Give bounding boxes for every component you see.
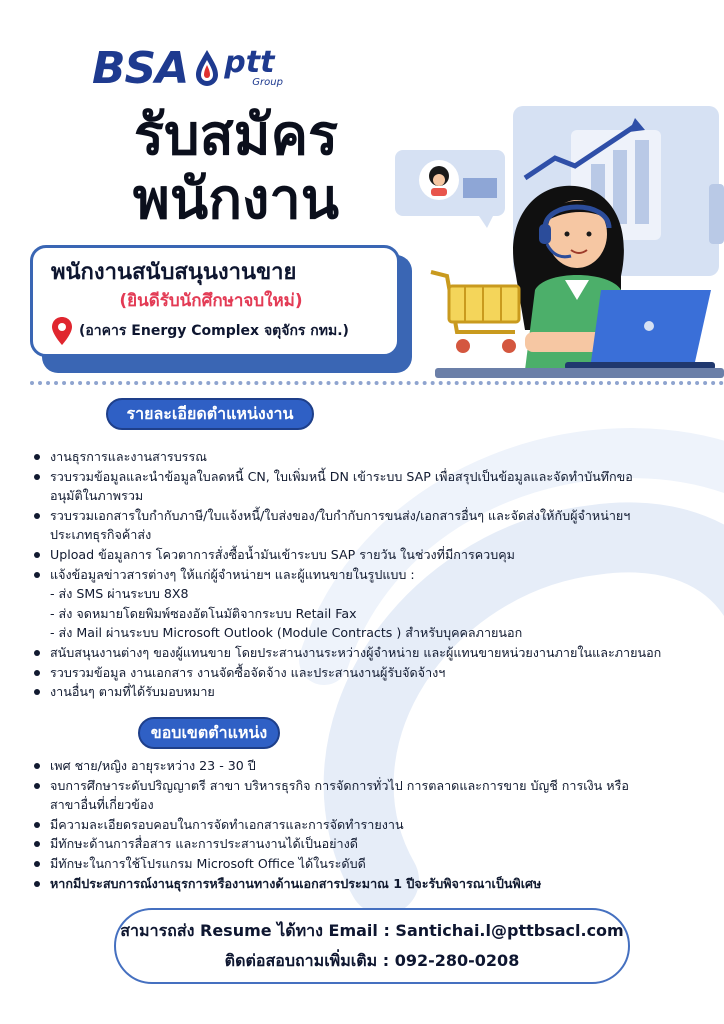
list-item: หากมีประสบการณ์งานธุรการหรืองานทางด้านเอกสารประมาณ 1 ปีจะรับพิจารณาเป็นพิเศษ [32, 874, 716, 894]
map-pin-icon [51, 316, 73, 346]
logo-partner-text: ptt [224, 45, 275, 80]
qualifications-list [32, 756, 716, 893]
ptt-drop-icon [194, 48, 220, 88]
location-text: (อาคาร Energy Complex จตุจักร กทม.) [79, 323, 349, 339]
position-location [51, 316, 385, 346]
contact-email-line: สามารถส่ง Resume ได้ทาง Email : Santichai.l@pttbsacl.com [120, 921, 624, 940]
list-item: - ส่ง จดหมายโดยพิมพ์ซองอัตโนมัติจากระบบ Retail Fax [50, 605, 357, 621]
list-item: รวบรวมเอกสารใบกำกับภาษี/ใบแจ้งหนี้/ใบส่งของ/ใบกำกับการขนส่ง/เอกสารอื่นๆ และจัดส่งให้กับผู้จำหน่ายฯ [32, 506, 716, 526]
section-title-qualifications: ขอบเขตตำแหน่ง [138, 717, 280, 749]
headline [86, 104, 386, 232]
list-item: - ส่ง SMS ผ่านระบบ 8X8 [50, 586, 189, 602]
logo-partner-subtext: Group [252, 77, 283, 88]
shopping-cart-icon [431, 272, 519, 353]
list-item: รวบรวมข้อมูล งานเอกสาร งานจัดซื้อจัดจ้าง และประสานงานผู้รับจัดจ้างฯ [32, 663, 716, 683]
list-item: สาขาอื่นที่เกี่ยวข้อง [50, 797, 154, 813]
list-item: แจ้งข้อมูลข่าวสารต่างๆ ให้แก่ผู้จำหน่ายฯ และผู้แทนขายในรูปแบบ : [32, 565, 716, 585]
position-card-body [30, 245, 400, 357]
dotted-divider [30, 381, 724, 387]
logo-brand-text: BSA [92, 42, 189, 94]
list-item: Upload ข้อมูลการ โควตาการสั่งซื้อน้ำมันเข้าระบบ SAP รายวัน ในช่วงที่มีการควบคุม [32, 545, 716, 565]
job-details-list [32, 447, 716, 702]
company-logo [92, 40, 352, 96]
contact-phone-line: ติดต่อสอบถามเพิ่มเติม : 092-280-0208 [224, 951, 520, 970]
list-item: ประเภทธุรกิจค้าส่ง [50, 527, 152, 543]
list-item: อนุมัติในภาพรวม [50, 488, 144, 504]
list-item: มีความละเอียดรอบคอบในการจัดทำเอกสารและการจัดทำรายงาน [32, 815, 716, 835]
list-item: มีทักษะในการใช้โปรแกรม Microsoft Office ได้ในระดับดี [32, 854, 716, 874]
position-card [30, 245, 410, 373]
position-title: พนักงานสนับสนุนงานขาย [51, 260, 297, 285]
headline-line-1: รับสมัคร [133, 103, 339, 168]
chat-bubble-icon [395, 150, 505, 228]
list-item: มีทักษะด้านการสื่อสาร และการประสานงานได้เป็นอย่างดี [32, 834, 716, 854]
list-item: - ส่ง Mail ผ่านระบบ Microsoft Outlook (Module Contracts ) สำหรับบุคคลภายนอก [50, 625, 523, 641]
contact-box [114, 908, 630, 984]
list-item: งานธุรการและงานสารบรรณ [32, 447, 716, 467]
list-item: จบการศึกษาระดับปริญญาตรี สาขา บริหารธุรกิจ การจัดการทั่วไป การตลาดและการขาย บัญชี การเงิน หรือ [32, 776, 716, 796]
list-item: งานอื่นๆ ตามที่ได้รับมอบหมาย [32, 682, 716, 702]
list-item: สนับสนุนงานต่างๆ ของผู้แทนขาย โดยประสานงานระหว่างผู้จำหน่าย และผู้แทนขายหน่วยงานภายในและภายนอก [32, 643, 716, 663]
section-title-job-details: รายละเอียดตำแหน่งงาน [106, 398, 314, 430]
logo-partner [224, 45, 283, 88]
customer-service-illustration [395, 100, 724, 385]
headline-line-2: พนักงาน [132, 167, 340, 232]
list-item: รวบรวมข้อมูลและนำข้อมูลใบลดหนี้ CN, ใบเพิ่มหนี้ DN เข้าระบบ SAP เพื่อสรุปเป็นข้อมูลและจัดทำบันทึกขอ [32, 467, 716, 487]
list-item: เพศ ชาย/หญิง อายุระหว่าง 23 - 30 ปี [32, 756, 716, 776]
position-subtitle: (ยินดีรับนักศึกษาจบใหม่) [119, 291, 303, 311]
